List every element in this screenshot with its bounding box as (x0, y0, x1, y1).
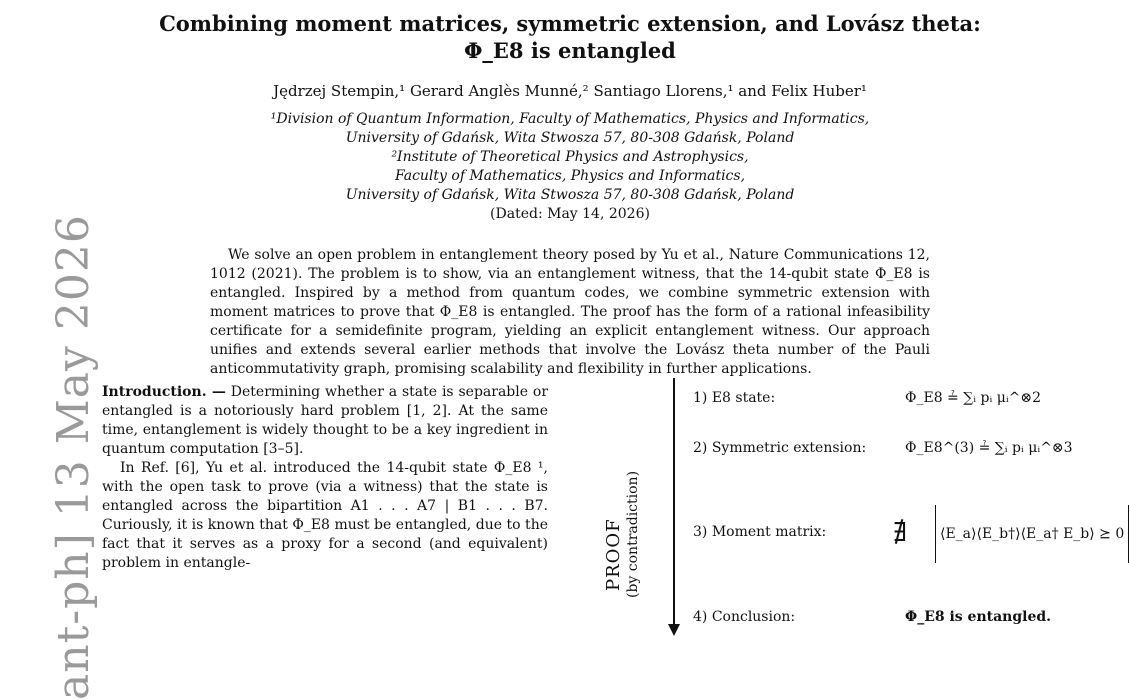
intro-paragraph-2: In Ref. [6], Yu et al. introduced the 14-qubit state Φ_E8 ¹, with the open task to prove (via a witness) that the state is entangled across the bipartition A1 . . . A7 | B1 . . . B7. Curiously, it is known that Φ_E8 must be entangled, due to the fact that it serves as a proxy for a second (and equivalent) problem in entangle- (102, 460, 548, 571)
abstract-text: We solve an open problem in entanglement theory posed by Yu et al., Nature Communications 12, 1012 (2021). The problem is to show, via an entanglement witness, that the 14-qubit state Φ_E8 is entangled. Inspired by a method from quantum codes, we combine symmetric extension with moment matrices to prove that Φ_E8 is entangled. The proof has the form of a rational infeasibility certificate for a semidefinite program, yielding an explicit entanglement witness. Our approach unifies and extends several earlier methods that involve the Lovász theta number of the Pauli anticommutativity graph, promising scalability and flexibility in further applications. (210, 247, 930, 377)
step-3-formula: ⟨E_a⟩⟨E_b†⟩⟨E_a† E_b⟩ ⪰ 0 (940, 526, 1125, 542)
introduction-section (102, 383, 548, 573)
paper-title (100, 10, 1040, 64)
section-heading: Introduction. — (102, 384, 226, 400)
arrow-down-icon (668, 624, 680, 636)
proof-label: PROOF (603, 518, 624, 591)
affiliation-line: University of Gdańsk, Wita Stwosza 57, 80-308 Gdańsk, Poland (345, 187, 795, 203)
proof-figure (595, 376, 1125, 636)
abstract (210, 246, 930, 379)
affiliations (100, 110, 1040, 224)
title-line-2: Φ_E8 is entangled (464, 38, 676, 63)
proof-arrow-line (673, 378, 675, 630)
arxiv-sidebar-stamp (0, 0, 99, 700)
moment-matrix (935, 504, 1125, 564)
step-2-formula: Φ_E8^(3) ≟ ∑ᵢ pᵢ μᵢ^⊗3 (905, 440, 1073, 456)
affiliation-line: ²Institute of Theoretical Physics and Astrophysics, (391, 149, 749, 165)
arxiv-identifier: ant-ph] 13 May 2026 (48, 214, 99, 700)
step-3-label: 3) Moment matrix: (693, 524, 827, 540)
step-4-formula: Φ_E8 is entangled. (905, 609, 1052, 625)
step-2-label: 2) Symmetric extension: (693, 440, 867, 456)
not-exists-symbol: ∄ (893, 518, 908, 548)
intro-paragraph-1 (102, 383, 548, 459)
affiliation-line: University of Gdańsk, Wita Stwosza 57, 80-308 Gdańsk, Poland (345, 130, 795, 146)
intro-text-1: Determining whether a state is separable or entangled is a notoriously hard problem [1, 2]. At the same time, entanglement is widely thought to be a key ingredient in quantum computation [3–5]. (102, 384, 549, 457)
title-line-1: Combining moment matrices, symmetric extension, and Lovász theta: (159, 11, 981, 36)
date-line: (Dated: May 14, 2026) (490, 206, 650, 222)
step-4-label: 4) Conclusion: (693, 609, 796, 625)
author-list: Jędrzej Stempin,¹ Gerard Anglès Munné,² Santiago Llorens,¹ and Felix Huber¹ (273, 82, 867, 100)
affiliation-line: ¹Division of Quantum Information, Faculty of Mathematics, Physics and Informatics, (270, 111, 870, 127)
proof-sublabel: (by contradiction) (625, 470, 641, 598)
step-1-formula: Φ_E8 ≟ ∑ᵢ pᵢ μᵢ^⊗2 (905, 390, 1042, 406)
affiliation-line: Faculty of Mathematics, Physics and Informatics, (394, 168, 746, 184)
step-1-label: 1) E8 state: (693, 390, 776, 406)
